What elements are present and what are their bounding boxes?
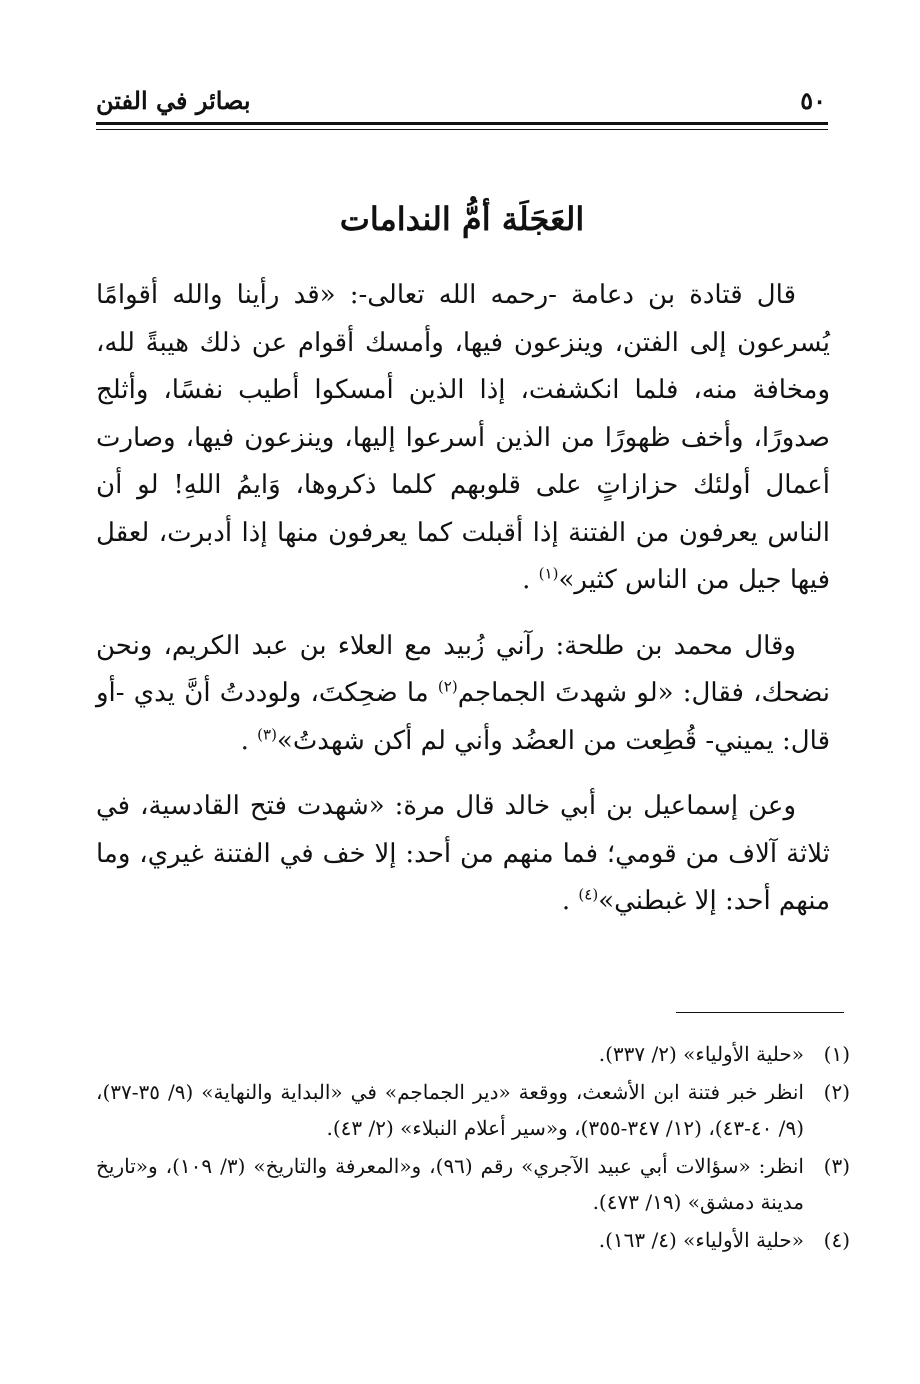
footnote-number: (١) bbox=[823, 1042, 850, 1066]
paragraph-talha bbox=[96, 623, 830, 766]
footnote-number: (٢) bbox=[823, 1080, 850, 1104]
paragraph-tail: . bbox=[522, 565, 539, 595]
running-title: بصائر في الفتن bbox=[96, 86, 251, 115]
body-text bbox=[96, 272, 830, 926]
paragraph-tail: . bbox=[561, 886, 579, 916]
paragraph-text: وعن إسماعيل بن أبي خالد قال مرة: «شهدت فتح القادسية، في ثلاثة آلاف من قومي؛ فما منهم من أحد: إلا خف في الفتنة غيري، وما منهم أحد: إلا غبطني» bbox=[96, 791, 830, 916]
footnote-text: انظر خبر فتنة ابن الأشعث، ووقعة «دير الجماجم» في «البداية والنهاية» (٩/ ٣٥-٣٧)، (٩/ ٤٠-٤٣)، (١٢/ ٣٤٧-٣٥٥)، و«سير أعلام النبلاء» (٢/ ٤٣). bbox=[96, 1080, 804, 1140]
footnote-number: (٤) bbox=[823, 1228, 850, 1252]
page-number: ٥٠ bbox=[800, 86, 826, 115]
footnote-ref: (٣) bbox=[257, 724, 277, 743]
paragraph-qatada bbox=[96, 272, 830, 605]
footnote-ref: (٢) bbox=[437, 677, 458, 696]
footnote-item bbox=[96, 1074, 850, 1146]
paragraph-ismail bbox=[96, 783, 830, 926]
chapter-title: العَجَلَة أمُّ الندامات bbox=[339, 200, 585, 238]
footnote-ref: (١) bbox=[538, 564, 559, 583]
footnote-item bbox=[96, 1036, 850, 1072]
paragraph-text: قال قتادة بن دعامة -رحمه الله تعالى-: «قد رأينا والله أقوامًا يُسرعون إلى الفتن، وينزعون فيها، وأمسك أقوام عن ذلك هيبةً لله، ومخافة منه، فلما انكشفت، إذا الذين أمسكوا أطيب نفسًا، وأثلج صدورًا، وأخف ظهورًا من الذين أسرعوا إليها، وينزعون فيها، وصارت أعمال أولئك حزازاتٍ على قلوبهم كلما ذكروها، وَايمُ اللهِ! لو أن الناس يعرفون من الفتنة إذا أقبلت كما يعرفون منها إذا أدبرت، لعقل فيها جيل من الناس كثير» bbox=[96, 280, 830, 595]
footnote-text: انظر: «سؤالات أبي عبيد الآجري» رقم (٩٦)، و«المعرفة والتاريخ» (٣/ ١٠٩)، و«تاريخ مدينة دمشق» (١٩/ ٤٧٣). bbox=[96, 1154, 804, 1214]
page-header bbox=[96, 82, 826, 118]
footnote-item bbox=[96, 1148, 850, 1220]
header-rule-thick bbox=[96, 122, 828, 125]
footnote-text: «حلية الأولياء» (٢/ ٣٣٧). bbox=[598, 1042, 804, 1066]
footnote-divider bbox=[676, 1012, 844, 1013]
paragraph-text: ما ضحِكتَ، ولوددتُ أنَّ يدي -أو قال: يميني- قُطِعت من العضُد وأني لم أكن شهدتُ» bbox=[96, 678, 830, 756]
footnote-number: (٣) bbox=[823, 1154, 850, 1178]
header-rule-thin bbox=[96, 129, 828, 130]
footnote-ref: (٤) bbox=[578, 885, 599, 904]
paragraph-text: وقال محمد بن طلحة: رآني زُبيد مع العلاء بن عبد الكريم، ونحن نضحك، فقال: «لو شهدتَ الجماجم bbox=[96, 630, 830, 708]
footnotes bbox=[96, 1036, 850, 1258]
footnote-item bbox=[96, 1222, 850, 1258]
paragraph-tail: . bbox=[240, 725, 258, 756]
footnote-text: «حلية الأولياء» (٤/ ١٦٣). bbox=[598, 1228, 804, 1252]
